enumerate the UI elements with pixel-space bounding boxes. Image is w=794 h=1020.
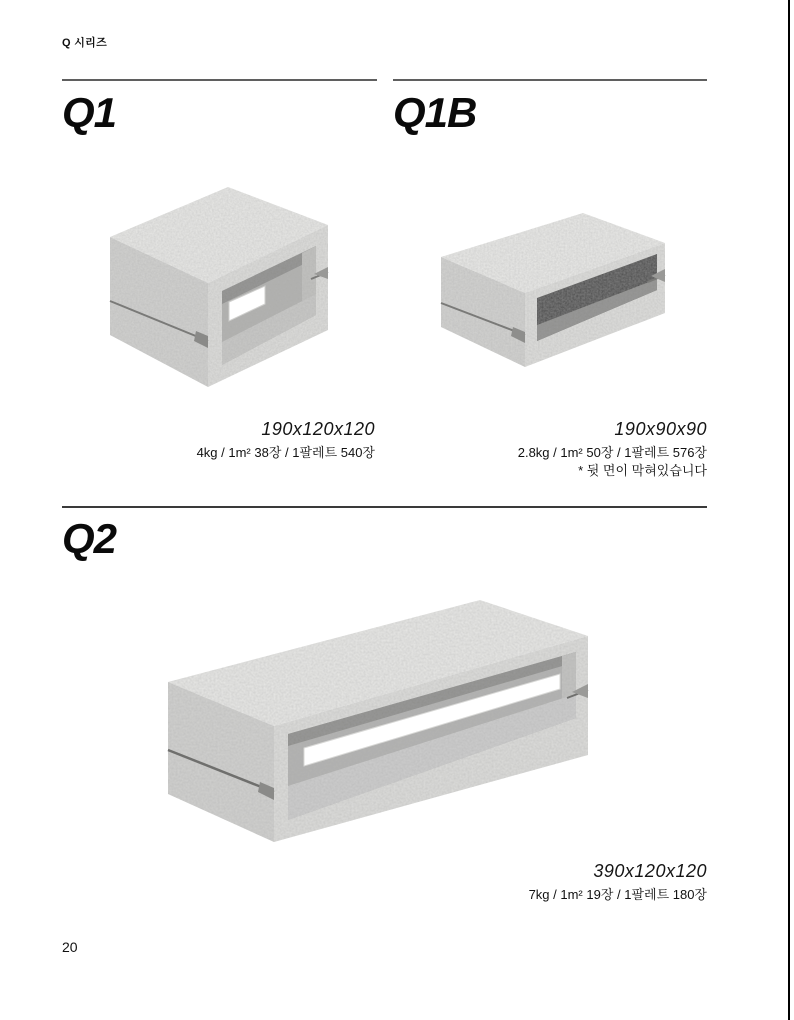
product-photo-q2: [158, 590, 603, 850]
specs-q1b: [393, 419, 707, 480]
page-edge-line: [788, 0, 790, 1020]
specs-q2: [62, 861, 707, 904]
dimensions-q2: 390x120x120: [593, 861, 707, 881]
concrete-block-q1b-illustration: [433, 205, 673, 375]
product-title-q2: Q2: [62, 515, 117, 562]
product-title-q1b: Q1B: [393, 89, 477, 136]
product-photo-q1b: [433, 205, 673, 375]
series-label: Q 시리즈: [62, 37, 107, 49]
spec-line-q2: 7kg / 1m² 19장 / 1팔레트 180장: [528, 887, 707, 902]
specs-q1: [62, 419, 375, 462]
dimensions-q1: 190x120x120: [261, 419, 375, 439]
divider-q1b: [393, 79, 707, 81]
page-number: 20: [62, 939, 78, 955]
product-title-q1: Q1: [62, 89, 117, 136]
concrete-block-q1-illustration: [98, 175, 338, 395]
divider-q2: [62, 506, 707, 508]
spec-line-q1: 4kg / 1m² 38장 / 1팔레트 540장: [196, 445, 375, 460]
dimensions-q1b: 190x90x90: [614, 419, 707, 439]
spec-line-q1b: 2.8kg / 1m² 50장 / 1팔레트 576장: [517, 445, 707, 460]
divider-q1: [62, 79, 377, 81]
note-q1b: * 뒷 면이 막혀있습니다: [578, 463, 707, 478]
product-photo-q1: [98, 175, 338, 395]
concrete-block-q2-illustration: [158, 590, 603, 850]
